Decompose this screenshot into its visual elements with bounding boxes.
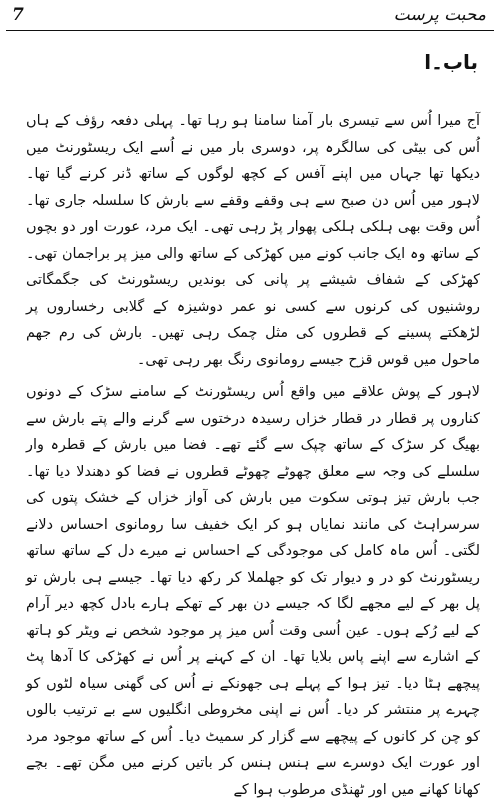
body-text bbox=[26, 108, 480, 798]
header-divider bbox=[6, 30, 494, 31]
page-number: 7 bbox=[12, 5, 24, 25]
chapter-heading: باب۔ا bbox=[424, 50, 478, 74]
page-header bbox=[6, 2, 494, 28]
paragraph-2: لاہور کے پوش علاقے میں واقع اُس ریسٹورنٹ کے سامنے سڑک کے دونوں کناروں پر قطار در قطار خزاں رسیدہ درختوں سے گرنے والے پتے بارش سے بھیگ کر سڑک کے ساتھ چپک سے گئے تھے۔ فضا میں بارش کے قطرہ وار سلسلے کی وجہ سے معلق چھوٹے چھوٹے قطروں نے فضا کو دھندلا دیا تھا۔ جب بارش تیز ہوتی سکوت میں بارش کی آواز خزاں کے خشک پتوں کی سرسراہٹ کی مانند نمایاں ہو کر ایک خفیف سا رومانوی احساس دلانے لگتی۔ اُس ماہ کامل کی موجودگی کے احساس نے میرے دل کے ساتھ ساتھ ریسٹورنٹ کو در و دیوار تک کو جھلملا کر رکھ دیا تھا۔ جیسے ہی بارش تو پل بھر کے لیے مجھے لگا کہ جیسے دن بھر کے تھکے ہارے بادل کچھ دیر آرام کے لیے رُکے ہوں۔ عین اُسی وقت اُس میز پر موجود شخص نے ویٹر کو ہاتھ کے اشارے سے اپنے پاس بلایا تھا۔ ان کے کہنے پر اُس نے کھڑکی کا آدھا پٹ پیچھے ہٹا دیا۔ تیز ہوا کے پہلے ہی جھونکے نے اُس کی گھنی سیاہ لٹوں کو چہرے پر منتشر کر دیا۔ اُس نے اپنی مخروطی انگلیوں سے بے ترتیب بالوں کو چن کر کانوں کے پیچھے سے گزار کر سمیٹ دیا۔ اُس کے ساتھ موجود مرد اور عورت ایک دوسرے سے ہنس ہنس کر باتیں کرنے میں مگن تھے۔ بچے کھانا کھانے میں اور ٹھنڈی مرطوب ہوا کے bbox=[26, 384, 480, 798]
book-title: محبت پرست bbox=[393, 5, 486, 25]
paragraph-1: آج میرا اُس سے تیسری بار آمنا سامنا ہو رہا تھا۔ پہلی دفعہ رؤف کے ہاں اُس کی بیٹی کی سالگرہ پر، دوسری بار میں نے اُسے ایک ریسٹورنٹ میں دیکھا تھا جہاں میں اپنے آفس کے کچھ لوگوں کے ساتھ ڈنر کرنے گیا تھا۔ لاہور میں اُس دن صبح سے ہی وقفے وقفے سے بارش کا سلسلہ جاری تھا۔ اُس وقت بھی ہلکی ہلکی پھوار پڑ رہی تھی۔ ایک مرد، عورت اور دو بچوں کے ساتھ وہ ایک جانب کونے میں کھڑکی کے ساتھ والی میز پر براجمان تھی۔ کھڑکی کے شفاف شیشے پر پانی کی بوندیں ریسٹورنٹ کی جگمگاتی روشنیوں کی کرنوں سے کسی نو عمر دوشیزہ کے گلابی رخساروں پر لڑھکتے پسینے کے قطروں کی مثل چمک رہی تھیں۔ بارش کی رم جھم ماحول میں قوس قزح جیسے رومانوی رنگ بھر رہی تھی۔ bbox=[26, 113, 480, 368]
